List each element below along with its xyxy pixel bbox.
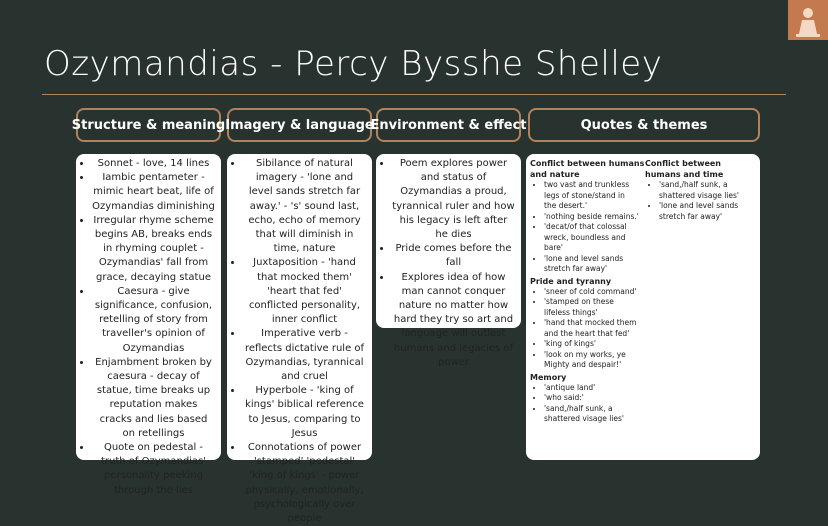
quotes-right-column (645, 158, 757, 223)
quote-item: • 'hand that mocked them and the heart that fed' (544, 318, 639, 339)
list-item: • Imperative verb - reflects dictative rule of Ozymandias, tyrannical and cruel (243, 327, 366, 384)
quote-item: • 'nothing beside remains.' (544, 212, 639, 223)
list-item: • Connotations of power 'stamped' 'pedestal' 'king of kings' - power physically, emotionally, psychologically over people (243, 441, 366, 526)
quote-list (530, 383, 645, 425)
quote-item: • 'lone and level sands stretch far away' (544, 254, 639, 275)
header-environment: Environment & effect (376, 108, 521, 142)
quote-item: • 'king of kings' (544, 339, 639, 350)
quote-item: • 'look on my works, ye Mighty and despair!' (544, 350, 639, 371)
quote-list (645, 180, 757, 222)
list-item: • Enjambment broken by caesura - decay of statue, time breaks up reputation makes cracks and lies based on retellings (92, 356, 215, 441)
list-item: • Caesura - give significance, confusion, retelling of story from traveller's opinion of Ozymandias (92, 285, 215, 356)
environment-list (376, 157, 521, 370)
quote-heading: Conflict between humans and nature (530, 159, 645, 179)
list-item: • Poem explores power and status of Ozymandias a proud, tyrannical ruler and how his legacy is left after he dies (392, 157, 515, 242)
quote-item: • 'antique land' (544, 383, 639, 394)
header-structure: Structure & meaning (76, 108, 221, 142)
logo (788, 0, 828, 40)
list-item: • Quote on pedestal - truth of Ozymandias' personality peeking through the lies (92, 441, 215, 498)
page-title: Ozymandias - Percy Bysshe Shelley (44, 44, 663, 84)
quote-heading: Pride and tyranny (530, 276, 612, 286)
quote-item: • 'lone and level sands stretch far away' (659, 201, 751, 222)
imagery-card (227, 154, 372, 525)
list-item: • Irregular rhyme scheme begins AB, breaks ends in rhyming couplet - Ozymandias' fall from grace, decaying statue (92, 214, 215, 285)
list-item: • Juxtaposition - 'hand that mocked them' 'heart that fed' conflicted personality, inner conflict (243, 256, 366, 327)
quote-item: • 'who said:' (544, 393, 639, 404)
header-quotes: Quotes & themes (528, 108, 760, 142)
quotes-card (526, 154, 760, 460)
list-item: • Hyperbole - 'king of kings' biblical reference to Jesus, comparing to Jesus (243, 384, 366, 441)
imagery-list (227, 157, 372, 526)
list-item: • Explores idea of how man cannot conquer nature no matter how hard they try so art and language will outlast humans and legacies of power (392, 271, 515, 370)
quotes-left-column (530, 158, 645, 426)
quote-heading: Conflict between humans and time (645, 159, 724, 179)
structure-card (76, 154, 221, 496)
quote-item: • 'sand,/half sunk, a shattered visage lies' (659, 180, 751, 201)
list-item: • Iambic pentameter - mimic heart beat, life of Ozymandias diminishing (92, 171, 215, 214)
environment-card (376, 154, 521, 368)
quote-item: • 'stamped on these lifeless things' (544, 297, 639, 318)
quote-list (530, 287, 645, 371)
quote-item: • two vast and trunkless legs of stone/stand in the desert.' (544, 180, 639, 212)
structure-list (76, 157, 221, 498)
quote-heading: Memory (530, 372, 567, 382)
list-item: • Pride comes before the fall (392, 242, 515, 270)
quote-item: • 'decat/of that colossal wreck, boundless and bare' (544, 222, 639, 254)
header-imagery: Imagery & language (227, 108, 372, 142)
title-divider (42, 94, 786, 95)
list-item: • Sonnet - love, 14 lines (92, 157, 215, 171)
list-item: • Sibilance of natural imagery - 'lone and level sands stretch far away.' - 's' sound last, echo, echo of memory that will diminish in time, nature (243, 157, 366, 256)
quote-list (530, 180, 645, 275)
quote-item: • 'sneer of cold command' (544, 287, 639, 298)
quote-item: • 'sand,/half sunk, a shattered visage lies' (544, 404, 639, 425)
